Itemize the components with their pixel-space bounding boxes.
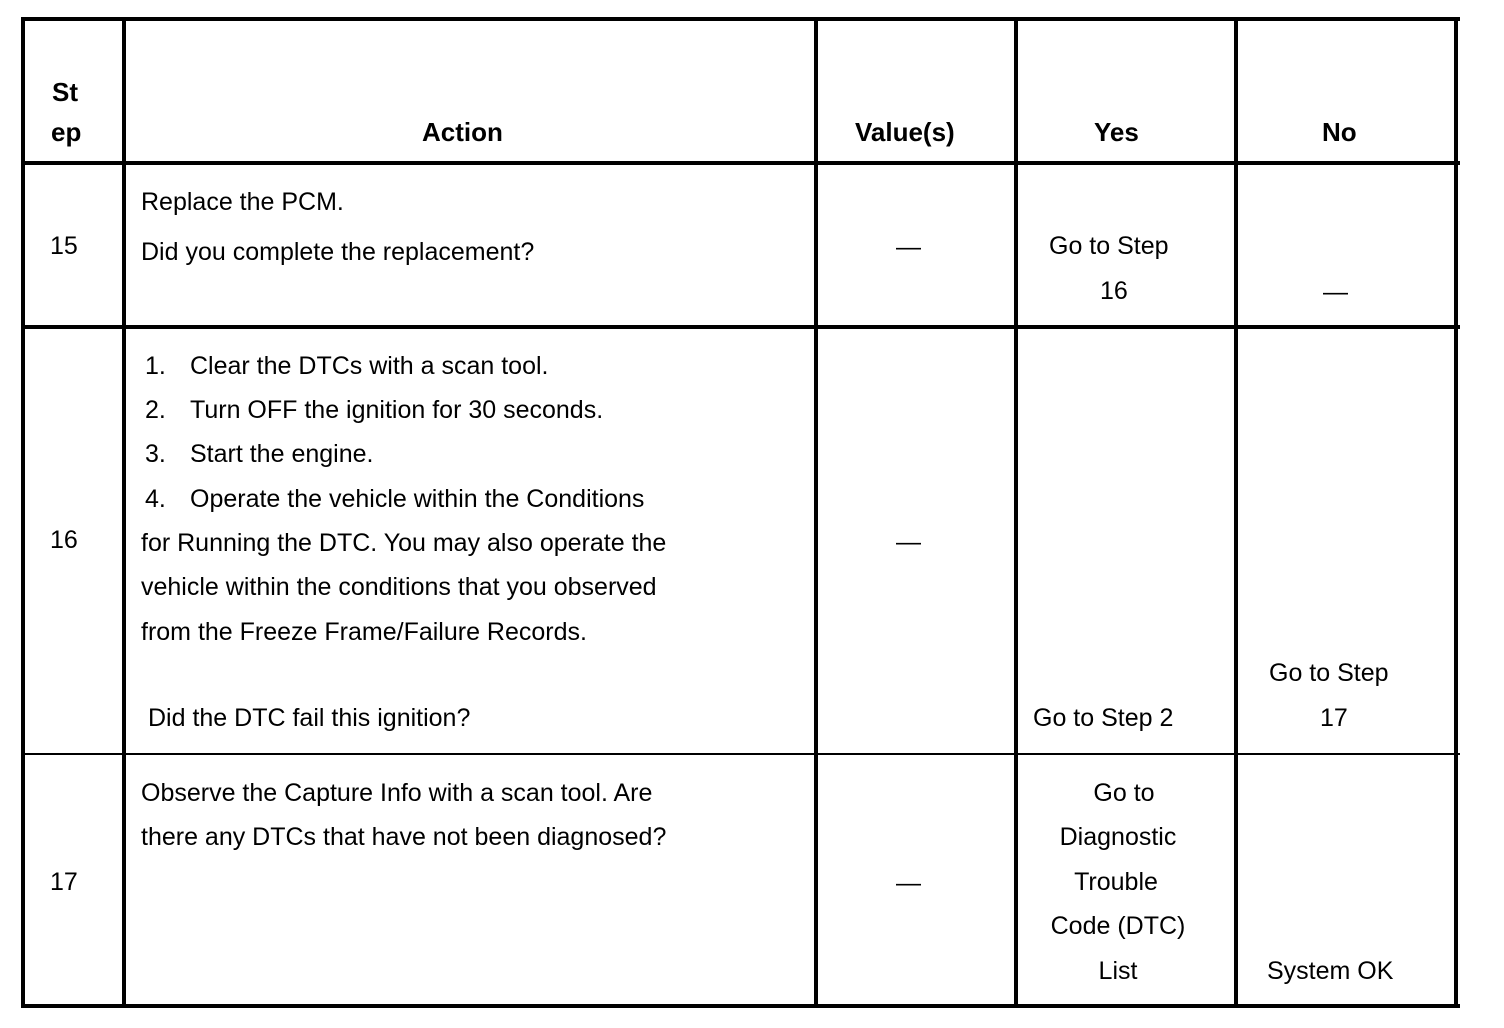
yes-cell-line1: Go to [1093,779,1155,807]
step-number: 17 [50,868,78,896]
value-cell: — [896,528,921,556]
list-number: 1. [145,352,166,380]
table-border-right [1454,17,1458,1008]
action-text: Observe the Capture Info with a scan tool. Are [141,779,653,807]
header-no: No [1322,117,1357,147]
list-number: 2. [145,396,166,424]
no-cell: — [1323,278,1348,306]
action-text: Replace the PCM. [141,188,344,216]
yes-cell: Go to Step 2 [1033,704,1174,732]
column-divider [1234,17,1238,1008]
table-border-left [21,17,25,1008]
list-number: 3. [145,440,166,468]
header-yes: Yes [1094,117,1139,147]
action-text: from the Freeze Frame/Failure Records. [141,618,587,646]
row-divider [21,753,1460,755]
no-cell-line1: Go to Step [1269,659,1389,687]
action-text: for Running the DTC. You may also operate the [141,529,667,557]
no-cell-line2: 17 [1320,704,1348,732]
list-item: Operate the vehicle within the Conditions [190,485,645,513]
value-cell: — [896,233,921,261]
table-border-bottom [21,1004,1460,1008]
step-number: 16 [50,526,78,554]
yes-cell-line3: Trouble [1074,868,1158,896]
action-question: there any DTCs that have not been diagnosed? [141,823,667,851]
yes-cell-line1: Go to Step [1049,232,1169,260]
action-question: Did you complete the replacement? [141,238,535,266]
header-action: Action [422,117,503,147]
list-item: Turn OFF the ignition for 30 seconds. [190,396,604,424]
list-item: Clear the DTCs with a scan tool. [190,352,549,380]
yes-cell-line5: List [1098,957,1138,985]
row-divider [21,325,1460,329]
value-cell: — [896,869,921,897]
header-step-line2: ep [51,117,82,147]
yes-cell-line2: 16 [1100,277,1128,305]
list-number: 4. [145,485,166,513]
column-divider [1014,17,1018,1008]
header-values: Value(s) [855,117,955,147]
no-cell: System OK [1267,957,1394,985]
yes-cell-line4: Code (DTC) [1050,912,1186,940]
column-divider [122,17,126,1008]
column-divider [814,17,818,1008]
action-text: vehicle within the conditions that you observed [141,573,657,601]
header-step-line1: St [52,77,78,107]
step-number: 15 [50,232,78,260]
list-item: Start the engine. [190,440,374,468]
action-question: Did the DTC fail this ignition? [148,704,471,732]
yes-cell-line2: Diagnostic [1059,823,1177,851]
table-border-top [21,17,1460,21]
header-divider [21,161,1460,165]
